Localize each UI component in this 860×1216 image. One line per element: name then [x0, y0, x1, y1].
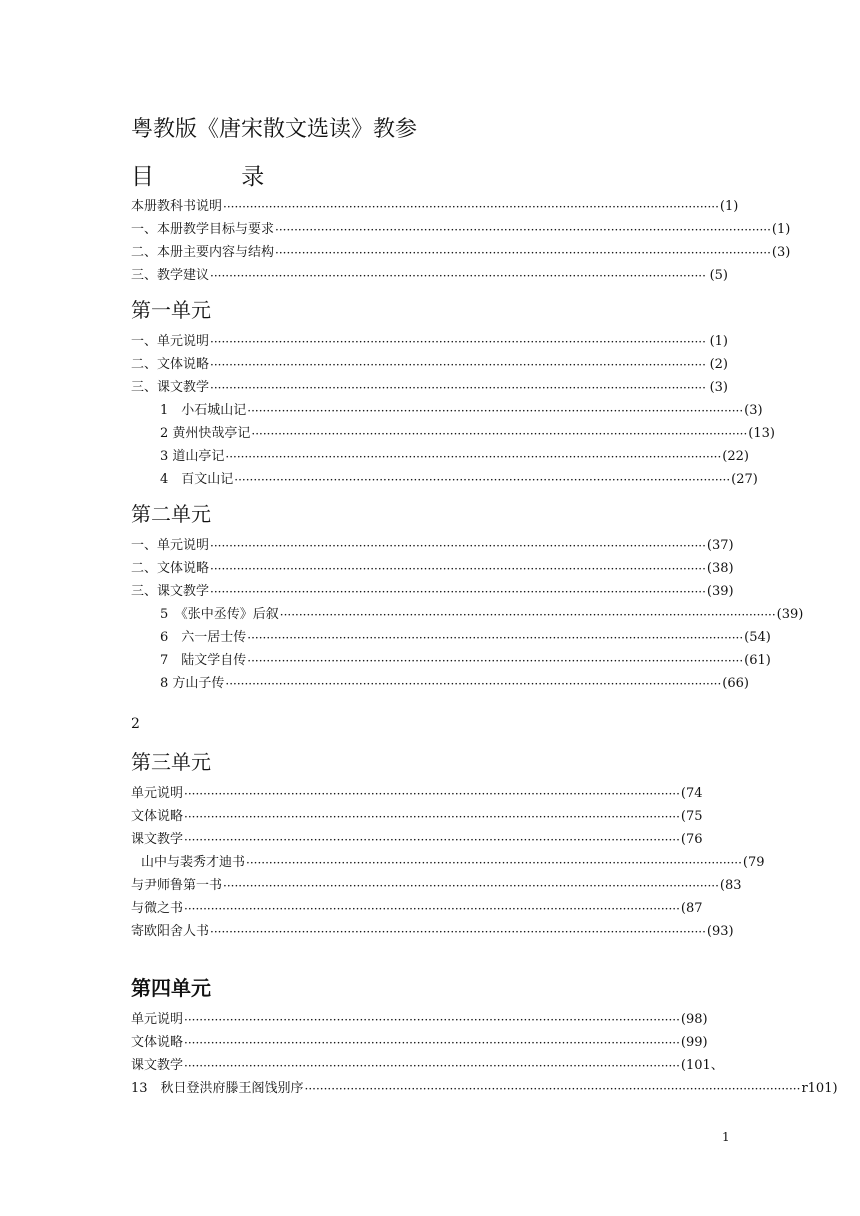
- toc-entry-page: (98): [680, 1012, 708, 1027]
- toc-entry-page: (99): [680, 1035, 708, 1050]
- toc-entry-text: 文体说略: [131, 1035, 184, 1050]
- toc-leader: ··································································································································: [247, 631, 744, 645]
- toc-entry-page: (1): [771, 222, 791, 237]
- toc-entry-text: 一、单元说明: [131, 538, 210, 553]
- toc-entry-text: 一、单元说明: [131, 334, 210, 349]
- toc-entry[interactable]: [131, 1075, 838, 1097]
- toc-entry-page: (75: [680, 809, 703, 824]
- toc-entry-text: 13 秋日登洪府滕王阁饯别序: [131, 1081, 304, 1096]
- unit-heading: 第四单元: [131, 976, 211, 1000]
- toc-leader: ··································································································································: [184, 902, 680, 916]
- toc-entry-text: 与微之书: [131, 901, 184, 916]
- toc-leader: ··································································································································: [223, 200, 719, 214]
- toc-entry-page: r101): [801, 1081, 838, 1096]
- toc-entry[interactable]: [131, 826, 703, 848]
- toc-leader: ··································································································································: [223, 879, 719, 893]
- toc-leader: ··································································································································: [304, 1082, 801, 1096]
- toc-entry-page: (27): [731, 472, 758, 487]
- toc-entry[interactable]: [131, 555, 734, 577]
- toc-leader: ··································································································································: [210, 381, 706, 395]
- toc-entry[interactable]: [131, 872, 742, 894]
- toc-entry[interactable]: [131, 895, 703, 917]
- toc-leader: ··································································································································: [210, 925, 706, 939]
- toc-leader: ··································································································································: [210, 335, 706, 349]
- toc-leader: ··································································································································: [184, 1013, 680, 1027]
- toc-entry[interactable]: [160, 466, 758, 488]
- toc-entry-text: 文体说略: [131, 809, 184, 824]
- toc-entry[interactable]: [131, 1052, 724, 1074]
- toc-entry-text: 寄欧阳舍人书: [131, 924, 210, 939]
- toc-entry-text: 3 道山亭记: [160, 449, 225, 464]
- toc-entry-page: (13): [748, 426, 775, 441]
- unit-heading: 第一单元: [131, 298, 211, 322]
- toc-entry-text: 二、文体说略: [131, 561, 210, 576]
- toc-leader: ··································································································································: [234, 473, 731, 487]
- toc-entry[interactable]: [131, 578, 734, 600]
- toc-leader: ··································································································································: [247, 654, 744, 668]
- toc-entry-page: (38): [706, 561, 734, 576]
- toc-entry-page: (93): [706, 924, 734, 939]
- toc-entry-page: (2): [709, 357, 728, 372]
- toc-leader: ··································································································································: [247, 404, 744, 418]
- toc-entry-text: 三、教学建议: [131, 268, 210, 283]
- toc-entry[interactable]: [131, 1029, 708, 1051]
- toc-leader: ··································································································································: [275, 223, 771, 237]
- toc-entry[interactable]: [160, 624, 771, 646]
- toc-entry-page: (76: [680, 832, 703, 847]
- toc-leader: ··································································································································: [210, 358, 706, 372]
- toc-entry-page: (1): [709, 334, 728, 349]
- toc-entry[interactable]: [131, 803, 703, 825]
- toc-entry[interactable]: [131, 374, 728, 396]
- toc-entry-page: (61): [744, 653, 771, 668]
- toc-entry-page: (66): [722, 676, 749, 691]
- toc-entry-page: (22): [722, 449, 749, 464]
- toc-entry[interactable]: [160, 420, 775, 442]
- toc-leader: ··································································································································: [246, 856, 742, 870]
- toc-entry-text: 三、课文教学: [131, 584, 210, 599]
- toc-entry-text: 1 小石城山记: [160, 403, 247, 418]
- toc-leader: ··································································································································: [184, 1059, 680, 1073]
- toc-entry-page: (5): [709, 268, 728, 283]
- toc-leader: ··································································································································: [210, 585, 706, 599]
- toc-entry-text: 单元说明: [131, 1012, 184, 1027]
- toc-entry-page: (39): [776, 607, 804, 622]
- toc-leader: ··································································································································: [275, 246, 771, 260]
- toc-leader: ··································································································································: [184, 810, 680, 824]
- toc-entry-page: (3): [744, 403, 763, 418]
- toc-entry-page: (87: [680, 901, 703, 916]
- unit-heading: 第二单元: [131, 502, 211, 526]
- toc-entry-text: 6 六一居士传: [160, 630, 247, 645]
- toc-entry[interactable]: [131, 193, 739, 215]
- toc-entry-page: (37): [706, 538, 734, 553]
- toc-leader: ··································································································································: [225, 677, 722, 691]
- toc-entry-text: 课文教学: [131, 832, 184, 847]
- toc-entry-page: (39): [706, 584, 734, 599]
- toc-entry[interactable]: [131, 239, 791, 261]
- toc-entry-text: 一、本册教学目标与要求: [131, 222, 275, 237]
- toc-entry-page: (3): [771, 245, 791, 260]
- toc-entry[interactable]: [131, 216, 791, 238]
- toc-entry-text: 4 百文山记: [160, 472, 234, 487]
- toc-entry-text: 课文教学: [131, 1058, 184, 1073]
- toc-entry[interactable]: [141, 849, 765, 871]
- toc-entry[interactable]: [131, 1006, 708, 1028]
- toc-entry[interactable]: [160, 670, 749, 692]
- toc-entry-text: 二、文体说略: [131, 357, 210, 372]
- toc-entry[interactable]: [160, 397, 763, 419]
- toc-entry-page: (101、: [680, 1058, 724, 1073]
- toc-entry-text: 8 方山子传: [160, 676, 225, 691]
- toc-entry[interactable]: [131, 328, 728, 350]
- toc-entry[interactable]: [160, 443, 749, 465]
- toc-entry[interactable]: [131, 780, 703, 802]
- toc-leader: ··································································································································: [251, 427, 748, 441]
- toc-entry-text: 2 黄州快哉亭记: [160, 426, 251, 441]
- toc-entry-page: (3): [709, 380, 728, 395]
- toc-entry-text: 5 《张中丞传》后叙: [160, 607, 279, 622]
- document-title: 粤教版《唐宋散文选读》教参: [131, 117, 418, 142]
- toc-entry-text: 二、本册主要内容与结构: [131, 245, 275, 260]
- toc-entry[interactable]: [131, 918, 734, 940]
- toc-entry-page: (79: [742, 855, 765, 870]
- toc-entry[interactable]: [131, 532, 734, 554]
- toc-entry-text: 单元说明: [131, 786, 184, 801]
- toc-entry-text: 本册教科书说明: [131, 199, 223, 214]
- toc-entry[interactable]: [131, 351, 728, 373]
- toc-entry-page: (54): [744, 630, 771, 645]
- toc-leader: ··································································································································: [210, 562, 706, 576]
- toc-entry-page: (83: [719, 878, 742, 893]
- page-marker: 2: [131, 716, 140, 732]
- unit-heading: 第三单元: [131, 750, 211, 774]
- toc-entry[interactable]: [160, 647, 771, 669]
- toc-entry-text: 三、课文教学: [131, 380, 210, 395]
- toc-leader: ··································································································································: [210, 539, 706, 553]
- toc-entry-page: (1): [719, 199, 739, 214]
- toc-leader: ··································································································································: [184, 833, 680, 847]
- toc-entry-text: 与尹师鲁第一书: [131, 878, 223, 893]
- toc-leader: ··································································································································: [225, 450, 722, 464]
- toc-leader: ··································································································································: [184, 787, 680, 801]
- toc-entry-page: (74: [680, 786, 703, 801]
- toc-entry[interactable]: [131, 262, 728, 284]
- toc-leader: ··································································································································: [210, 269, 706, 283]
- toc-heading: 目 录: [131, 164, 305, 190]
- toc-entry-text: 山中与裴秀才迪书: [141, 855, 246, 870]
- page-number: 1: [722, 1130, 730, 1144]
- toc-leader: ··································································································································: [279, 608, 776, 622]
- toc-entry[interactable]: [160, 601, 804, 623]
- toc-leader: ··································································································································: [184, 1036, 680, 1050]
- toc-entry-text: 7 陆文学自传: [160, 653, 247, 668]
